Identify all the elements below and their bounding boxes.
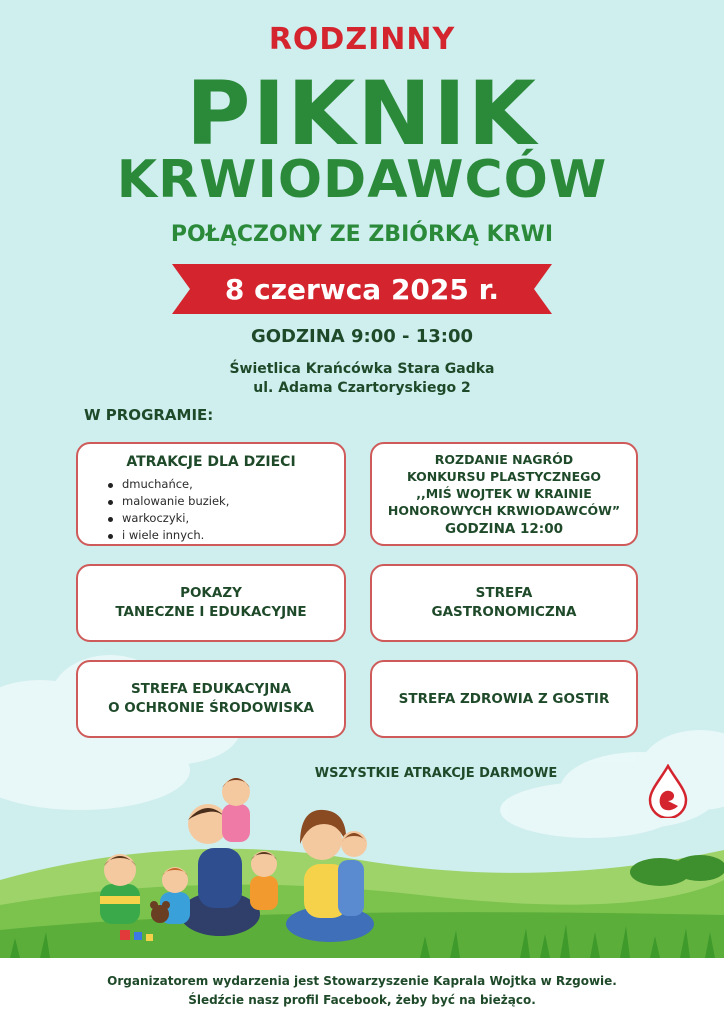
footer <box>0 958 724 1024</box>
health-line-1: STREFA ZDROWIA Z GOSTIR <box>398 690 610 707</box>
title-line-1: PIKNIK <box>185 62 538 165</box>
award-time: GODZINA 12:00 <box>445 520 563 537</box>
list-item: i wiele innych. <box>106 527 229 544</box>
award-line-1: ROZDANIE NAGRÓD <box>434 451 574 467</box>
venue-address: ul. Adama Czartoryskiego 2 <box>253 380 471 396</box>
footer-facebook-note: Śledźcie nasz profil Facebook, żeby być na bieżąco. <box>188 993 536 1007</box>
card-eco-zone <box>76 660 346 738</box>
family-illustration <box>90 764 400 954</box>
kids-list <box>106 476 229 544</box>
event-date: 8 czerwca 2025 r. <box>224 273 500 306</box>
eco-line-1: STREFA EDUKACYJNA <box>130 681 292 697</box>
title-line-2: KRWIODAWCÓW <box>116 150 608 210</box>
footer-organizer: Organizatorem wydarzenia jest Stowarzyszenie Kaprala Wojtka w Rzgowie. <box>107 974 617 988</box>
program-heading: W PROGRAMIE: <box>84 406 214 424</box>
free-attractions-note: WSZYSTKIE ATRAKCJE DARMOWE <box>314 766 558 781</box>
card-dance-shows <box>76 564 346 642</box>
card-health-zone <box>370 660 638 738</box>
card-kids-attractions <box>76 442 346 546</box>
event-hours: GODZINA 9:00 - 13:00 <box>250 326 474 347</box>
dance-line-2: TANECZNE I EDUKACYJNE <box>115 604 307 620</box>
dance-line-1: POKAZY <box>180 585 242 601</box>
venue-name: Świetlica Krańcówka Stara Gadka <box>229 361 495 377</box>
card-award-ceremony <box>370 442 638 546</box>
event-subtitle: POŁĄCZONY ZE ZBIÓRKĄ KRWI <box>170 222 554 247</box>
blood-drop-icon <box>648 764 688 818</box>
event-venue <box>0 360 724 398</box>
award-line-2: KONKURSU PLASTYCZNEGO <box>406 468 602 484</box>
list-item: malowanie buziek, <box>106 493 229 510</box>
food-line-2: GASTRONOMICZNA <box>431 604 577 620</box>
award-line-4: HONOROWYCH KRWIODAWCÓW” <box>387 502 621 518</box>
eco-line-2: O OCHRONIE ŚRODOWISKA <box>108 700 314 716</box>
kids-title: ATRAKCJE DLA DZIECI <box>126 454 296 470</box>
list-item: warkoczyki, <box>106 510 229 527</box>
event-kicker: RODZINNY <box>268 22 456 57</box>
award-line-3: ,,MIŚ WOJTEK W KRAINIE <box>416 485 592 501</box>
card-food-zone <box>370 564 638 642</box>
list-item: dmuchańce, <box>106 476 229 493</box>
food-line-1: STREFA <box>475 585 533 601</box>
